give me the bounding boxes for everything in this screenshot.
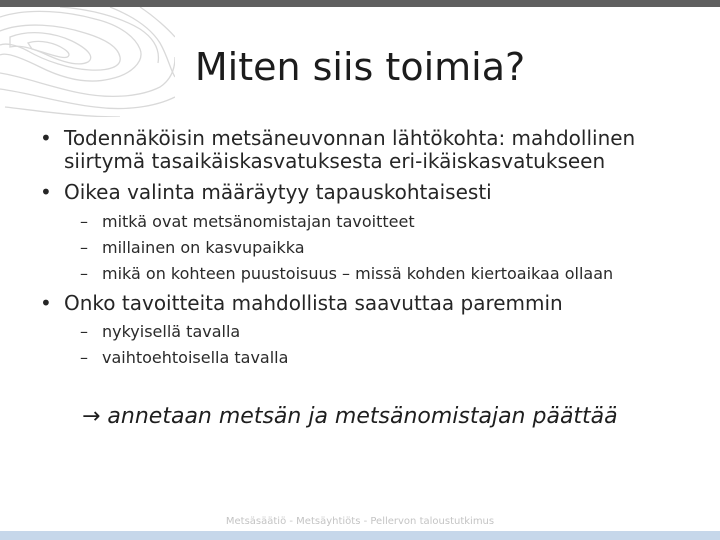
bullet-text-line: Onko tavoitteita mahdollista saavuttaa paremmin (64, 291, 563, 315)
sub-bullet-text: millainen on kasvupaikka (102, 238, 305, 257)
bullet-marker: • (40, 180, 52, 204)
dash-marker: – (80, 348, 88, 367)
bullet-text-line: siirtymä tasaikäiskasvatuksesta eri-ikäiskasvatukseen (64, 149, 606, 173)
sub-bullet-text: mitkä ovat metsänomistajan tavoitteet (102, 212, 415, 231)
sub-bullet-text: vaihtoehtoisella tavalla (102, 348, 289, 367)
conclusion-text: → annetaan metsän ja metsänomistajan päättää (82, 404, 618, 429)
slide-footer: Metsäsäätiö - Metsäyhtiöts - Pellervon taloustutkimus (225, 516, 495, 527)
slide-title: Miten siis toimia? (194, 45, 526, 89)
top-bar (0, 0, 720, 7)
bottom-bar (0, 531, 720, 540)
dash-marker: – (80, 212, 88, 231)
sub-bullet-text: mikä on kohteen puustoisuus – missä kohden kiertoaikaa ollaan (102, 264, 614, 283)
bullet-marker: • (40, 291, 52, 315)
bullet-marker: • (40, 126, 52, 150)
bullet-text-line: Oikea valinta määräytyy tapauskohtaisesti (64, 180, 492, 204)
dash-marker: – (80, 322, 88, 341)
bullet-text-line: Todennäköisin metsäneuvonnan lähtökohta: mahdollinen (64, 126, 636, 150)
dash-marker: – (80, 264, 88, 283)
dash-marker: – (80, 238, 88, 257)
sub-bullet-text: nykyisellä tavalla (102, 322, 241, 341)
